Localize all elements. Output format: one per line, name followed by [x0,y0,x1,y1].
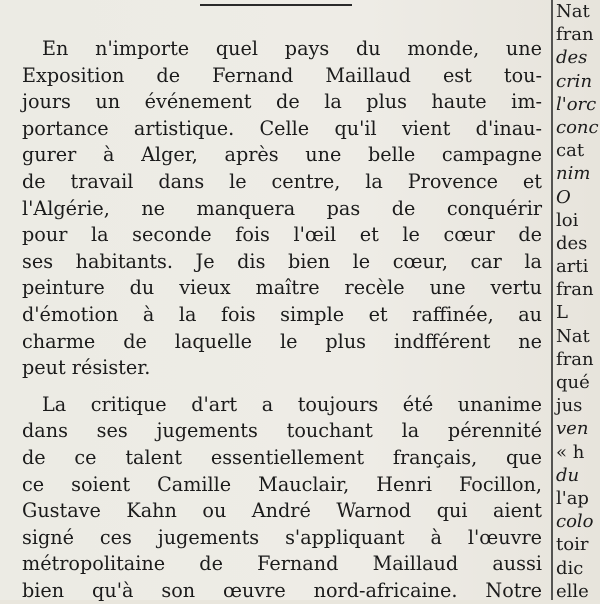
article-line: En n'importe quel pays du monde, une [42,37,542,60]
article-line: bien qu'à son œuvre nord-africaine. Notre [22,578,542,602]
article-line: jours un événement de la plus haute im- [22,90,542,114]
right-column-fragment: fran [556,279,594,301]
right-column-fragments [556,0,600,603]
left-column-edge [0,0,12,600]
right-column-fragment: L [556,302,568,324]
top-rule [200,4,352,6]
article-line: Exposition de Fernand Maillaud est tou- [22,63,542,87]
right-column-fragment: O [556,186,571,208]
article-column [22,36,542,604]
article-line: l'Algérie, ne manquera pas de conquérir [22,196,542,220]
article-line: Gustave Kahn ou André Warnod qui aient [22,499,542,523]
article-line: La critique d'art a toujours été unanime [42,392,542,416]
article-line: dans ses jugements touchant la pérennité [22,419,542,443]
right-column-fragment: crin [556,70,593,92]
right-column-fragment: conc [556,116,599,138]
right-column-fragment: elle [556,580,589,602]
right-column-fragment: jus [556,395,583,417]
column-divider [551,0,553,600]
right-column-fragment: l'orc [556,93,597,115]
article-line: d'émotion à la fois simple et raffinée, au [22,302,542,326]
right-column-fragment: des [556,232,588,254]
right-column-fragment: ven [556,418,589,440]
right-column-fragment: qué [556,372,590,393]
article-line: de travail dans le centre, la Provence et [22,169,542,193]
right-column-fragment: « h [556,441,585,463]
article-line: de ce talent essentiellement français, que [22,445,542,469]
article-line: signé ces jugements s'appliquant à l'œuvre [22,525,542,549]
article-line: charme de laquelle le plus indfférent ne [22,329,542,353]
right-column-fragment: fran [556,348,594,370]
article-line: ses habitants. Je dis bien le cœur, car la [22,249,542,273]
right-column-fragment: nim [556,163,591,185]
right-column-fragment: des [556,47,588,69]
article-line: pour la seconde fois l'œil et le cœur de [22,223,542,247]
right-column-fragment: l'ap [556,487,589,509]
right-column-fragment: Nat [556,325,590,347]
right-column-fragment: colo [556,511,594,533]
article-line: gurer à Alger, après une belle campagne [22,143,542,167]
right-column-fragment: cat [556,140,585,162]
right-column-fragment: Nat [556,1,590,22]
article-line: portance artistique. Celle qu'il vient d'inau- [22,116,542,140]
right-column-fragment: loi [556,209,579,231]
right-column-fragment: dic [556,557,584,579]
right-column-fragment: toir [556,534,589,556]
article-line: peinture du vieux maître recèle une vertu [22,276,542,300]
article-line: peut résister. [22,356,151,380]
article-line: ce soient Camille Mauclair, Henri Focillon, [22,472,542,496]
right-column-fragment: arti [556,256,589,278]
right-column-fragment: du [556,464,580,486]
article-line: métropolitaine de Fernand Maillaud aussi [22,552,542,576]
right-column-fragment: fran [556,24,594,46]
